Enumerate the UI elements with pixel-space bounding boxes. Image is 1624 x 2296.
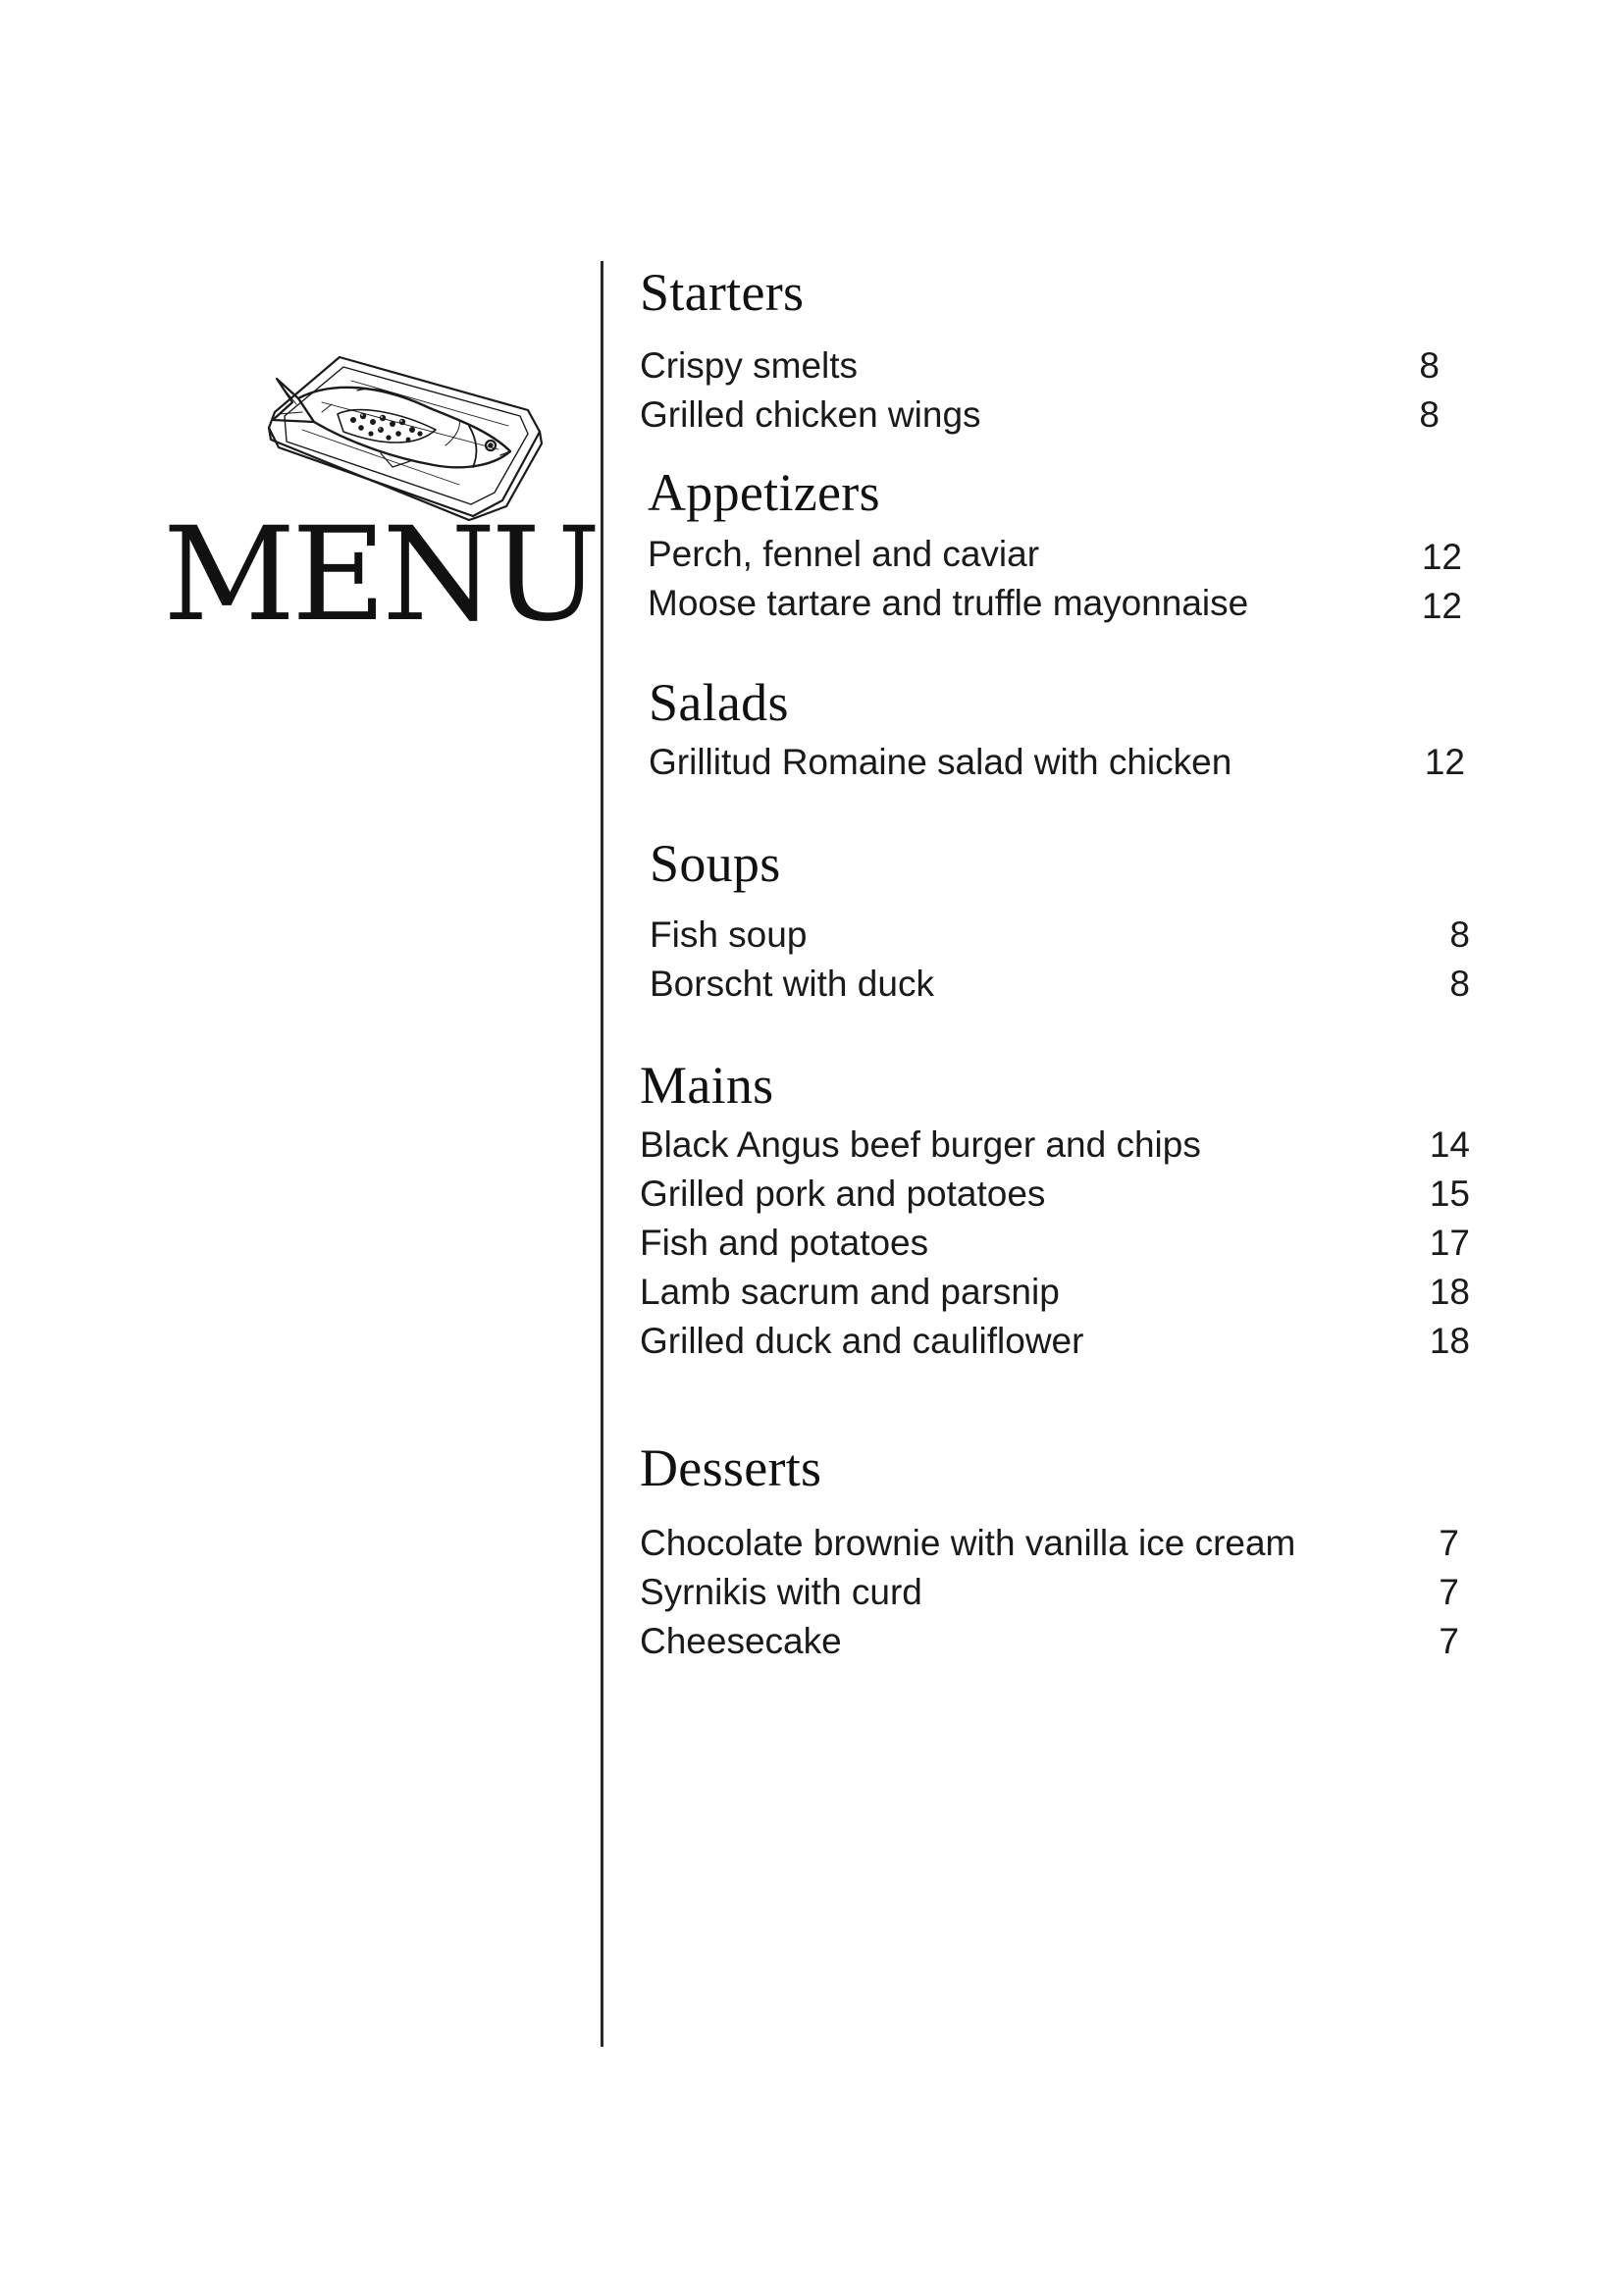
item-price: 7 (1439, 1621, 1459, 1661)
item-name: Perch, fennel and caviar (648, 534, 1040, 574)
section-title: Desserts (640, 1438, 822, 1497)
menu-item (640, 1617, 1459, 1666)
item-price: 18 (1429, 1321, 1470, 1361)
item-name: Crispy smelts (640, 345, 859, 386)
item-name: Grilled duck and cauliflower (640, 1321, 1084, 1361)
section-title: Starters (640, 263, 805, 322)
item-name: Grilled chicken wings (640, 394, 981, 435)
item-name: Fish soup (650, 914, 808, 955)
section-title: Mains (640, 1056, 774, 1115)
item-price: 17 (1429, 1223, 1470, 1263)
menu-item (648, 579, 1462, 628)
item-price: 7 (1439, 1523, 1459, 1563)
menu-item (640, 1317, 1470, 1366)
section-title: Salads (649, 673, 789, 732)
menu-cover (0, 0, 599, 2296)
item-name: Lamb sacrum and parsnip (640, 1272, 1060, 1312)
section-appetizers (640, 457, 1462, 628)
item-name: Black Angus beef burger and chips (640, 1124, 1201, 1165)
item-name: Grilled pork and potatoes (640, 1174, 1046, 1214)
item-price: 12 (1424, 742, 1465, 782)
item-price: 8 (1419, 394, 1440, 435)
item-name: Moose tartare and truffle mayonnaise (648, 583, 1249, 623)
menu-item (640, 1519, 1459, 1568)
menu-item (650, 911, 1470, 960)
item-price: 18 (1429, 1272, 1470, 1312)
menu-item (640, 1219, 1470, 1268)
item-name: Chocolate brownie with vanilla ice cream (640, 1523, 1296, 1563)
section-soups (640, 828, 1470, 1009)
menu-item (640, 341, 1440, 391)
section-title: Appetizers (648, 463, 880, 522)
item-price: 7 (1439, 1572, 1459, 1612)
menu-item (640, 1170, 1470, 1219)
menu-title: MENU (163, 499, 598, 651)
item-price: 15 (1429, 1174, 1470, 1214)
menu-item (649, 738, 1465, 787)
menu-item (648, 530, 1462, 579)
item-name: Syrnikis with curd (640, 1572, 922, 1612)
item-price: 12 (1421, 586, 1462, 626)
menu-item (640, 391, 1440, 440)
menu-item (640, 1268, 1470, 1317)
menu-item (650, 960, 1470, 1009)
item-price: 14 (1429, 1124, 1470, 1165)
item-name: Fish and potatoes (640, 1223, 929, 1263)
section-salads (640, 667, 1465, 787)
item-name: Cheesecake (640, 1621, 842, 1661)
item-name: Grillitud Romaine salad with chicken (649, 742, 1232, 782)
item-price: 8 (1449, 914, 1470, 955)
section-title: Soups (650, 834, 781, 893)
item-price: 12 (1421, 537, 1462, 577)
menu-list (640, 257, 1474, 1666)
item-price: 8 (1449, 964, 1470, 1004)
section-mains (640, 1050, 1470, 1366)
item-name: Borscht with duck (650, 964, 934, 1004)
fish-on-board-icon (263, 351, 550, 524)
menu-item (640, 1568, 1459, 1617)
menu-item (640, 1121, 1470, 1170)
item-price: 8 (1419, 345, 1440, 386)
section-desserts (640, 1433, 1459, 1666)
vertical-divider (601, 261, 603, 2047)
section-starters (640, 257, 1440, 440)
